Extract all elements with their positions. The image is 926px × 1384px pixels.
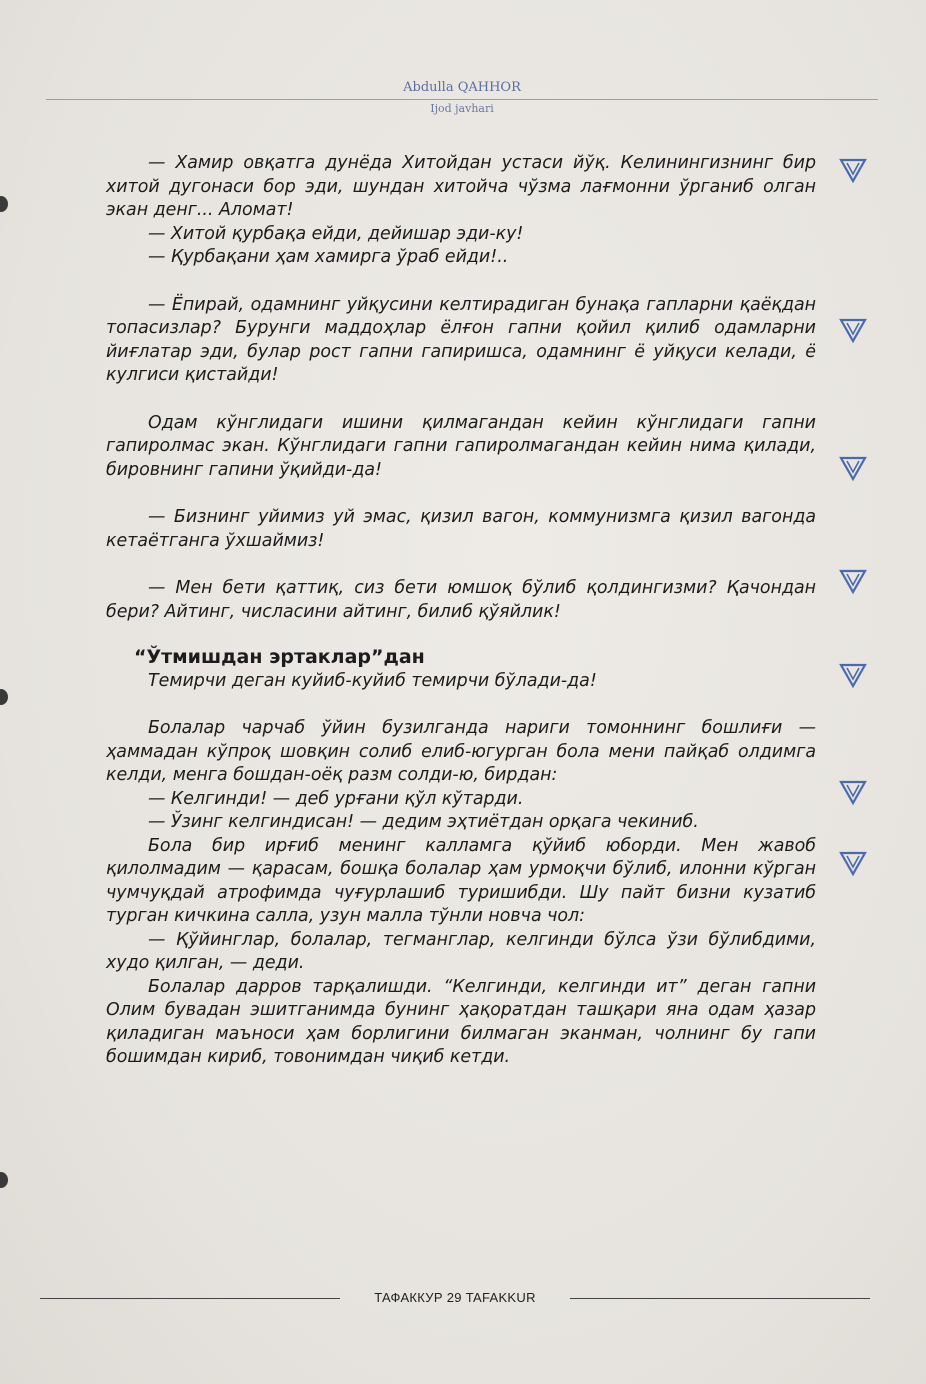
paragraph: — Ўзинг келгиндисан! — дедим эҳтиётдан орқага чекиниб. (148, 812, 699, 832)
paragraph: — Келгинди! — деб урғани қўл кўтарди. (148, 788, 524, 809)
margin-markers (838, 0, 878, 1384)
triangle-check-icon (838, 453, 868, 483)
header-rule (46, 99, 878, 100)
paragraph: Темирчи деган куйиб-куйиб темирчи бўлади-да! (148, 670, 597, 691)
page-footer (40, 1286, 870, 1306)
binder-hole (0, 689, 8, 705)
header-author: Abdulla QAHHOR (403, 80, 521, 95)
footer-rule-right (570, 1298, 870, 1299)
paragraph: — Қурбақани ҳам хамирга ўраб ейди!.. (148, 247, 509, 267)
footer-text: ТАФАККУР 29 TAFAKKUR (374, 1290, 536, 1305)
spacer (106, 553, 816, 577)
triangle-check-icon (838, 777, 868, 807)
spacer (106, 270, 816, 294)
paragraph: Болалар дарров тарқалишди. “Келгинди, келгинди ит” деган гапни Олим бувадан эшитганимда бунинг ҳақоратдан ташқари яна одам ҳазар қиладиган маъноси ҳам борлигини билмаган эканман, чолнинг бу гапи бошимдан кириб, товонимдан чиқиб кетди. (106, 976, 816, 1067)
paragraph: Одам кўнглидаги ишини қилмагандан кейин кўнглидаги гапни гапиролмас экан. Кўнглидаги гапни гапиролмагандан кейин нима қилади, бировнинг гапини ўқийди-да! (106, 412, 816, 480)
paragraph: Болалар чарчаб ўйин бузилганда нариги томоннинг бошлиғи — ҳаммадан кўпроқ шовқин солиб елиб-югурган бола мени пайқаб олдимга келди, менга бошдан-оёқ разм солди-ю, бирдан: (106, 718, 816, 785)
paragraph: — Хамир овқатга дунёда Хитойдан устаси йўқ. Келинингизнинг бир хитой дугонаси бор эди, шундан хитойча чўзма лағмонни ўрганиб олган экан денг... Аломат! (106, 153, 816, 220)
triangle-check-icon (838, 848, 868, 878)
main-text (106, 152, 816, 1070)
triangle-check-icon (838, 315, 868, 345)
spacer (106, 388, 816, 412)
spacer (106, 693, 816, 717)
binder-hole (0, 1172, 8, 1188)
binder-hole (0, 196, 8, 212)
triangle-check-icon (838, 566, 868, 596)
triangle-check-icon (838, 660, 868, 690)
paragraph: — Мен бети қаттиқ, сиз бети юмшоқ бўлиб қолдингизми? Қачондан бери? Айтинг, числасини айтинг, билиб қўяйлик! (106, 578, 816, 622)
paragraph: Бола бир ирғиб менинг калламга қўйиб юборди. Мен жавоб қилолмадим — қарасам, бошқа болалар ҳам урмоқчи бўлиб, илонни кўрган чумчуқдай атрофимда чуғурлашиб туришибди. Шу пайт бизни кузатиб турган кичкина салла, узун малла тўнли новча чол: (106, 835, 816, 926)
spacer (106, 624, 816, 646)
paragraph: — Бизнинг уйимиз уй эмас, қизил вагон, коммунизмга қизил вагонда кетаётганга ўхшаймиз! (106, 507, 816, 551)
triangle-check-icon (838, 155, 868, 185)
footer-rule-left (40, 1298, 340, 1299)
paragraph: — Хитой қурбақа ейди, дейишар эди-ку! (148, 223, 524, 244)
paragraph: — Ёпирай, одамнинг уйқусини келтирадиган бунақа гапларни қаёқдан топасизлар? Бурунги маддоҳлар ёлғон гапни қойил қилиб одамларни йиғлатар эди, булар рост гапни гапиришса, одамнинг ё уйқуси келади, ё кулгиси қистайди! (106, 294, 816, 385)
paragraph: — Қўйинглар, болалар, тегманглар, келгинди бўлса ўзи бўлибдими, худо қилган, — деди. (106, 929, 816, 973)
running-header (46, 80, 878, 118)
section-title: “Ўтмишдан эртаклар”дан (134, 646, 425, 668)
spacer (106, 482, 816, 506)
header-subtitle: Ijod javhari (430, 102, 494, 115)
